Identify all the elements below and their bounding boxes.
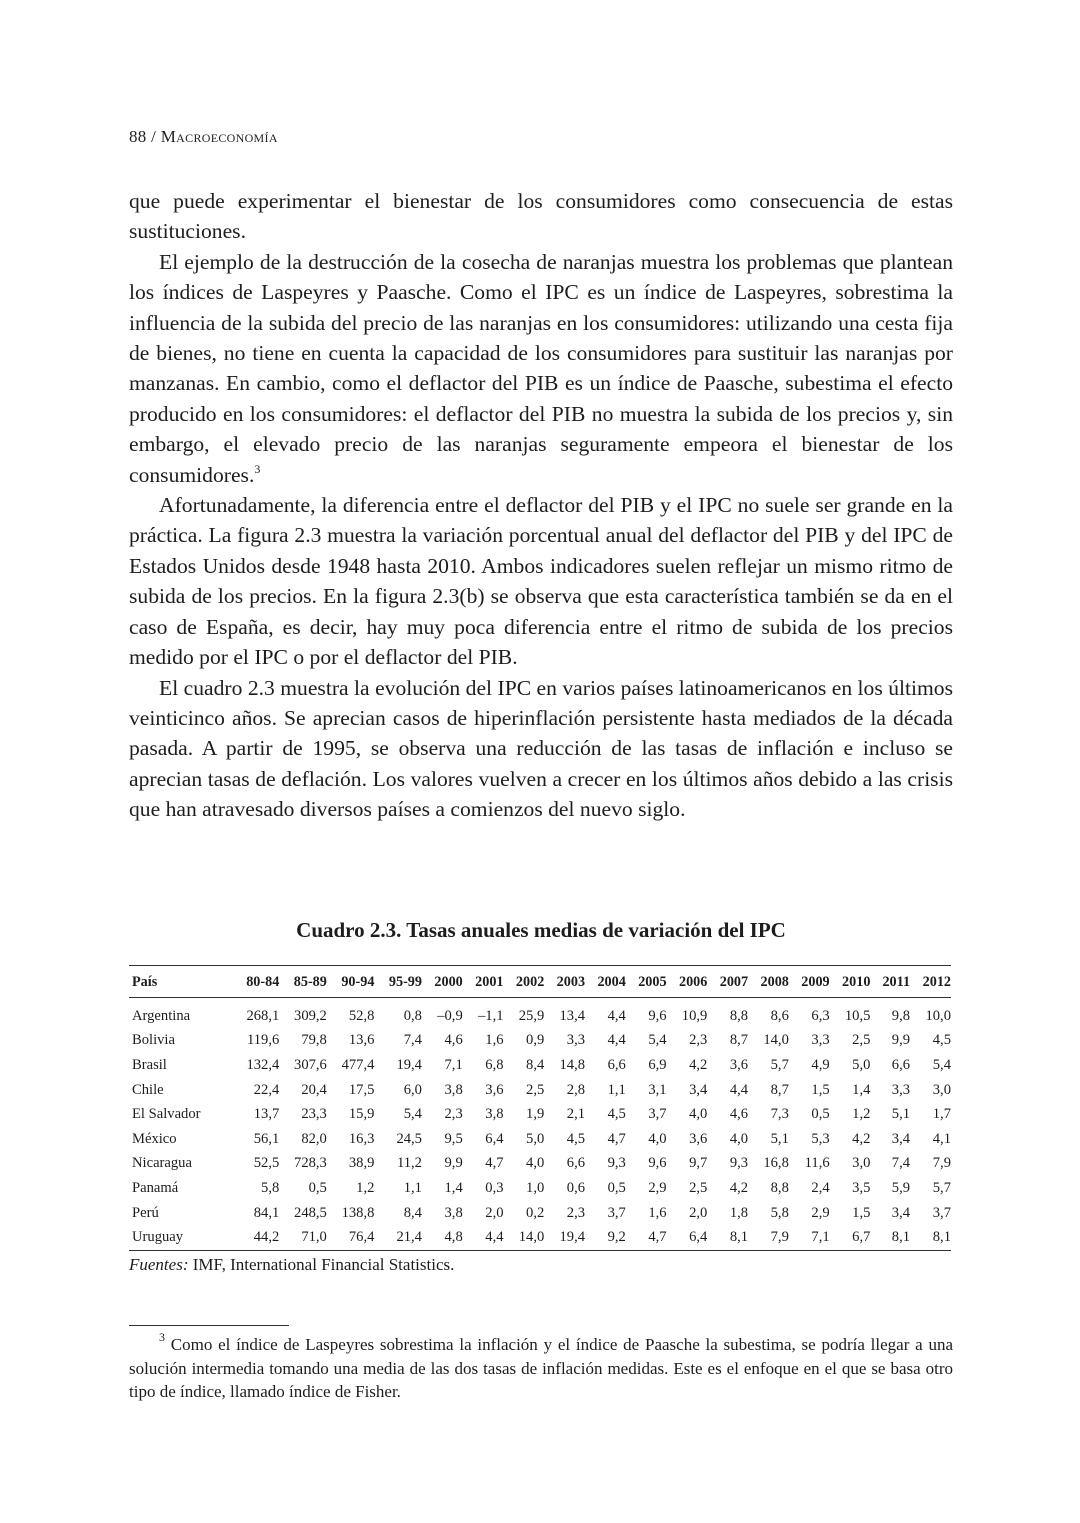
value-cell: 8,6 <box>770 1007 789 1024</box>
value-cell: 5,7 <box>932 1179 951 1196</box>
value-cell: 3,7 <box>648 1106 667 1123</box>
value-cell: 132,4 <box>246 1056 280 1073</box>
country-cell: El Salvador <box>132 1106 201 1123</box>
paragraph: Afortunadamente, la diferencia entre el deflactor del PIB y el IPC no suele ser grande en la práctica. La figura 2.3 muestra la variación porcentual anual del deflactor del PIB y del IPC de Estados Unidos desde 1948 hasta 2010. Ambos indicadores suelen reflejar un mismo ritmo de subida de los precios. En la figura 2.3(b) se observa que esta característica también se da en el caso de España, es decir, hay muy poca diferencia entre el ritmo de subida de los precios medido por el IPC o por el deflactor del PIB. <box>129 493 953 670</box>
table-row <box>129 1102 951 1127</box>
value-cell: 24,5 <box>396 1130 422 1147</box>
footnote <box>129 1330 953 1404</box>
value-cell: 2,0 <box>689 1204 708 1221</box>
value-cell: –0,9 <box>437 1007 463 1024</box>
value-cell: 6,8 <box>485 1056 504 1073</box>
table-row <box>129 1201 951 1226</box>
value-cell: 2,9 <box>648 1179 667 1196</box>
country-cell: Panamá <box>132 1179 179 1196</box>
paragraph: El cuadro 2.3 muestra la evolución del IPC en varios países latinoamericanos en los últimos veinticinco años. Se aprecian casos de hiperinflación persistente hasta mediados de la década pasada. A partir de 1995, se observa una reducción de las tasas de inflación e incluso se aprecian tasas de deflación. Los valores vuelven a crecer en los últimos años debido a las crisis que han atravesado diversos países a comienzos del nuevo siglo. <box>129 675 953 822</box>
value-cell: 1,0 <box>526 1179 545 1196</box>
value-cell: 14,0 <box>518 1229 545 1246</box>
value-cell: 5,4 <box>403 1106 422 1123</box>
value-cell: 52,8 <box>348 1007 375 1024</box>
value-cell: 1,2 <box>356 1179 375 1196</box>
value-cell: 11,2 <box>396 1155 422 1172</box>
value-cell: 7,3 <box>770 1106 789 1123</box>
value-cell: 17,5 <box>348 1081 375 1098</box>
country-cell: Perú <box>132 1204 159 1221</box>
table-body <box>129 998 951 1251</box>
country-cell: Argentina <box>132 1007 191 1024</box>
value-cell: 1,5 <box>811 1081 830 1098</box>
value-cell: 1,1 <box>607 1081 626 1098</box>
value-cell: 22,4 <box>253 1081 280 1098</box>
footnote-divider <box>129 1325 289 1326</box>
value-cell: 84,1 <box>253 1204 280 1221</box>
value-cell: 3,5 <box>852 1179 871 1196</box>
table-row <box>129 1078 951 1103</box>
value-cell: 3,4 <box>689 1081 708 1098</box>
country-cell: Brasil <box>132 1056 167 1073</box>
value-cell: 4,5 <box>607 1106 626 1123</box>
value-cell: 2,1 <box>566 1106 586 1123</box>
value-cell: 1,2 <box>852 1106 871 1123</box>
value-cell: 3,8 <box>444 1204 463 1221</box>
value-cell: 2,5 <box>852 1032 871 1049</box>
value-cell: 23,3 <box>301 1106 327 1123</box>
value-cell: 0,8 <box>403 1007 422 1024</box>
value-cell: 4,6 <box>444 1032 463 1049</box>
value-cell: 0,6 <box>566 1179 586 1196</box>
value-cell: 14,0 <box>763 1032 789 1049</box>
value-cell: 8,4 <box>403 1204 422 1221</box>
value-cell: 4,0 <box>689 1106 708 1123</box>
value-cell: 8,4 <box>526 1056 545 1073</box>
value-cell: 4,2 <box>689 1056 708 1073</box>
value-cell: 4,7 <box>485 1155 504 1172</box>
value-cell: 4,4 <box>729 1081 749 1098</box>
value-cell: 8,8 <box>729 1007 749 1024</box>
table-row <box>129 1225 951 1250</box>
value-cell: 4,4 <box>607 1032 626 1049</box>
value-cell: 76,4 <box>348 1229 375 1246</box>
column-header-period: 2007 <box>719 974 749 990</box>
table-row <box>129 1127 951 1152</box>
value-cell: 71,0 <box>301 1229 327 1246</box>
value-cell: 4,4 <box>607 1007 626 1024</box>
value-cell: 3,7 <box>932 1204 951 1221</box>
value-cell: 3,1 <box>648 1081 667 1098</box>
column-header-period: 2005 <box>638 974 667 990</box>
value-cell: 248,5 <box>294 1204 327 1221</box>
value-cell: 0,9 <box>526 1032 545 1049</box>
value-cell: 5,0 <box>526 1130 545 1147</box>
value-cell: 0,5 <box>607 1179 626 1196</box>
value-cell: 9,9 <box>891 1032 911 1049</box>
value-cell: 8,1 <box>932 1229 951 1246</box>
column-header-period: 2002 <box>515 974 545 990</box>
value-cell: 4,1 <box>932 1130 951 1147</box>
table-source <box>129 1255 454 1275</box>
value-cell: 52,5 <box>253 1155 280 1172</box>
running-header <box>129 127 278 147</box>
value-cell: 44,2 <box>253 1229 280 1246</box>
value-cell: 6,3 <box>811 1007 830 1024</box>
value-cell: 5,4 <box>932 1056 951 1073</box>
column-header-period: 2004 <box>597 974 626 990</box>
value-cell: 4,0 <box>648 1130 667 1147</box>
value-cell: 0,5 <box>308 1179 327 1196</box>
country-cell: Chile <box>132 1081 164 1098</box>
value-cell: 7,4 <box>891 1155 911 1172</box>
value-cell: 0,2 <box>526 1204 545 1221</box>
value-cell: –1,1 <box>477 1007 504 1024</box>
column-header-period: 2011 <box>882 974 911 990</box>
table-row <box>129 1029 951 1054</box>
value-cell: 8,1 <box>729 1229 749 1246</box>
value-cell: 21,4 <box>396 1229 422 1246</box>
value-cell: 4,7 <box>607 1130 626 1147</box>
value-cell: 25,9 <box>518 1007 545 1024</box>
value-cell: 79,8 <box>301 1032 327 1049</box>
value-cell: 4,6 <box>729 1106 749 1123</box>
value-cell: 3,4 <box>891 1204 911 1221</box>
column-header-period: 2009 <box>801 974 830 990</box>
value-cell: 3,0 <box>852 1155 871 1172</box>
value-cell: 13,4 <box>559 1007 586 1024</box>
column-header-period: 2010 <box>842 974 871 990</box>
value-cell: 3,6 <box>689 1130 708 1147</box>
value-cell: 5,1 <box>891 1106 911 1123</box>
value-cell: 9,8 <box>891 1007 911 1024</box>
value-cell: 0,5 <box>811 1106 830 1123</box>
value-cell: 11,6 <box>804 1155 830 1172</box>
value-cell: 6,9 <box>648 1056 667 1073</box>
value-cell: 10,9 <box>681 1007 708 1024</box>
table-row <box>129 1152 951 1177</box>
value-cell: 6,0 <box>403 1081 422 1098</box>
value-cell: 728,3 <box>294 1155 327 1172</box>
value-cell: 5,4 <box>648 1032 667 1049</box>
value-cell: 6,6 <box>566 1155 586 1172</box>
page-number: 88 <box>129 127 147 146</box>
value-cell: 7,9 <box>770 1229 789 1246</box>
table-row <box>129 998 951 1029</box>
value-cell: 6,6 <box>891 1056 911 1073</box>
value-cell: 4,2 <box>729 1179 749 1196</box>
value-cell: 7,4 <box>403 1032 422 1049</box>
body-text <box>129 186 953 825</box>
value-cell: 3,7 <box>607 1204 626 1221</box>
value-cell: 9,9 <box>444 1155 463 1172</box>
value-cell: 5,8 <box>770 1204 789 1221</box>
book-title: Macroeconomía <box>160 127 278 146</box>
value-cell: 14,8 <box>559 1056 586 1073</box>
value-cell: 8,8 <box>770 1179 789 1196</box>
value-cell: 4,2 <box>852 1130 871 1147</box>
value-cell: 5,1 <box>770 1130 789 1147</box>
value-cell: 8,7 <box>729 1032 749 1049</box>
source-label: Fuentes: <box>129 1255 189 1274</box>
value-cell: 1,6 <box>485 1032 504 1049</box>
table-row <box>129 1176 951 1201</box>
value-cell: 6,7 <box>852 1229 871 1246</box>
value-cell: 477,4 <box>341 1056 375 1073</box>
value-cell: 2,5 <box>689 1179 708 1196</box>
footnote-number: 3 <box>159 1330 165 1344</box>
value-cell: 1,6 <box>648 1204 667 1221</box>
column-header-period: 80-84 <box>246 974 280 990</box>
value-cell: 1,7 <box>932 1106 951 1123</box>
value-cell: 6,4 <box>689 1229 708 1246</box>
value-cell: 1,1 <box>403 1179 422 1196</box>
column-header-country: País <box>132 974 158 990</box>
value-cell: 1,8 <box>729 1204 749 1221</box>
value-cell: 8,1 <box>891 1229 911 1246</box>
value-cell: 4,0 <box>526 1155 545 1172</box>
value-cell: 8,7 <box>770 1081 789 1098</box>
value-cell: 307,6 <box>294 1056 327 1073</box>
value-cell: 56,1 <box>253 1130 280 1147</box>
value-cell: 3,0 <box>932 1081 951 1098</box>
value-cell: 20,4 <box>301 1081 327 1098</box>
column-header-period: 2006 <box>678 974 708 990</box>
value-cell: 6,4 <box>485 1130 504 1147</box>
paragraph: que puede experimentar el bienestar de los consumidores como consecuencia de estas sustituciones. <box>129 189 953 244</box>
value-cell: 2,3 <box>444 1106 463 1123</box>
value-cell: 2,9 <box>811 1204 830 1221</box>
value-cell: 2,0 <box>485 1204 504 1221</box>
paragraph: El ejemplo de la destrucción de la cosecha de naranjas muestra los problemas que plantean los índices de Laspeyres y Paasche. Como el IPC es un índice de Laspeyres, sobrestima la influencia de la subida del precio de las naranjas en los consumidores: utilizando una cesta fija de bienes, no tiene en cuenta la capacidad de los consumidores para sustituir las naranjas por manzanas. En cambio, como el deflactor del PIB es un índice de Paasche, subestima el efecto producido en los consumidores: el deflactor del PIB no muestra la subida de los precios y, sin embargo, el elevado precio de las naranjas seguramente empeora el bienestar de los consumidores.$^3$ <box>129 249 953 487</box>
value-cell: 1,4 <box>444 1179 463 1196</box>
value-cell: 138,8 <box>341 1204 375 1221</box>
value-cell: 7,1 <box>811 1229 830 1246</box>
value-cell: 10,5 <box>844 1007 871 1024</box>
value-cell: 0,3 <box>485 1179 504 1196</box>
table-row <box>129 1053 951 1078</box>
value-cell: 5,9 <box>891 1179 911 1196</box>
column-header-period: 2008 <box>760 974 789 990</box>
value-cell: 309,2 <box>294 1007 327 1024</box>
value-cell: 9,3 <box>729 1155 749 1172</box>
country-cell: Uruguay <box>132 1229 184 1246</box>
header-separator: / <box>151 127 157 146</box>
value-cell: 10,0 <box>925 1007 951 1024</box>
value-cell: 4,5 <box>932 1032 951 1049</box>
value-cell: 4,9 <box>811 1056 830 1073</box>
value-cell: 16,8 <box>763 1155 789 1172</box>
value-cell: 15,9 <box>348 1106 375 1123</box>
value-cell: 1,9 <box>526 1106 545 1123</box>
value-cell: 9,5 <box>444 1130 463 1147</box>
value-cell: 5,0 <box>852 1056 871 1073</box>
column-header-period: 2000 <box>434 974 463 990</box>
column-header-period: 2001 <box>475 974 504 990</box>
value-cell: 2,3 <box>689 1032 708 1049</box>
value-cell: 3,4 <box>891 1130 911 1147</box>
value-cell: 7,9 <box>932 1155 951 1172</box>
value-cell: 16,3 <box>348 1130 375 1147</box>
ipc-table <box>129 965 951 1251</box>
value-cell: 4,5 <box>566 1130 586 1147</box>
value-cell: 268,1 <box>246 1007 280 1024</box>
value-cell: 4,4 <box>485 1229 504 1246</box>
column-header-period: 95-99 <box>388 974 422 990</box>
value-cell: 3,6 <box>729 1056 749 1073</box>
value-cell: 5,8 <box>261 1179 280 1196</box>
value-cell: 9,6 <box>648 1007 667 1024</box>
value-cell: 1,5 <box>852 1204 871 1221</box>
value-cell: 5,3 <box>811 1130 830 1147</box>
column-header-period: 85-89 <box>293 974 327 990</box>
value-cell: 38,9 <box>348 1155 375 1172</box>
footnote-reference[interactable]: 3 <box>254 461 261 476</box>
country-cell: Bolivia <box>132 1032 175 1049</box>
value-cell: 2,4 <box>811 1179 830 1196</box>
value-cell: 1,4 <box>852 1081 871 1098</box>
value-cell: 2,3 <box>566 1204 586 1221</box>
value-cell: 13,6 <box>348 1032 375 1049</box>
value-cell: 3,8 <box>485 1106 504 1123</box>
column-header-period: 2003 <box>556 974 586 990</box>
value-cell: 2,5 <box>526 1081 545 1098</box>
value-cell: 19,4 <box>559 1229 586 1246</box>
table-header-row <box>129 966 951 998</box>
value-cell: 5,7 <box>770 1056 789 1073</box>
value-cell: 9,6 <box>648 1155 667 1172</box>
value-cell: 4,8 <box>444 1229 463 1246</box>
value-cell: 6,6 <box>607 1056 626 1073</box>
value-cell: 2,8 <box>566 1081 586 1098</box>
value-cell: 3,3 <box>891 1081 911 1098</box>
value-cell: 4,0 <box>729 1130 749 1147</box>
country-cell: México <box>132 1130 177 1147</box>
value-cell: 9,3 <box>607 1155 626 1172</box>
value-cell: 4,7 <box>648 1229 667 1246</box>
value-cell: 119,6 <box>247 1032 280 1049</box>
table-title: Cuadro 2.3. Tasas anuales medias de variación del IPC <box>296 918 786 942</box>
value-cell: 82,0 <box>301 1130 327 1147</box>
value-cell: 3,6 <box>485 1081 504 1098</box>
country-cell: Nicaragua <box>132 1155 192 1172</box>
value-cell: 13,7 <box>253 1106 280 1123</box>
value-cell: 19,4 <box>396 1056 422 1073</box>
column-header-period: 2012 <box>922 974 951 990</box>
value-cell: 9,2 <box>607 1229 626 1246</box>
source-text: IMF, International Financial Statistics. <box>188 1255 455 1274</box>
value-cell: 3,3 <box>811 1032 830 1049</box>
footnote-text: Como el índice de Laspeyres sobrestima la inflación y el índice de Paasche la subestima, se podría llegar a una solución intermedia tomando una media de las dos tasas de inflación medidas. Este es el enfoque en el que se basa otro tipo de índice, llamado índice de Fisher. <box>129 1335 953 1401</box>
value-cell: 7,1 <box>444 1056 463 1073</box>
value-cell: 3,8 <box>444 1081 463 1098</box>
column-header-period: 90-94 <box>341 974 375 990</box>
value-cell: 9,7 <box>689 1155 708 1172</box>
value-cell: 3,3 <box>566 1032 586 1049</box>
